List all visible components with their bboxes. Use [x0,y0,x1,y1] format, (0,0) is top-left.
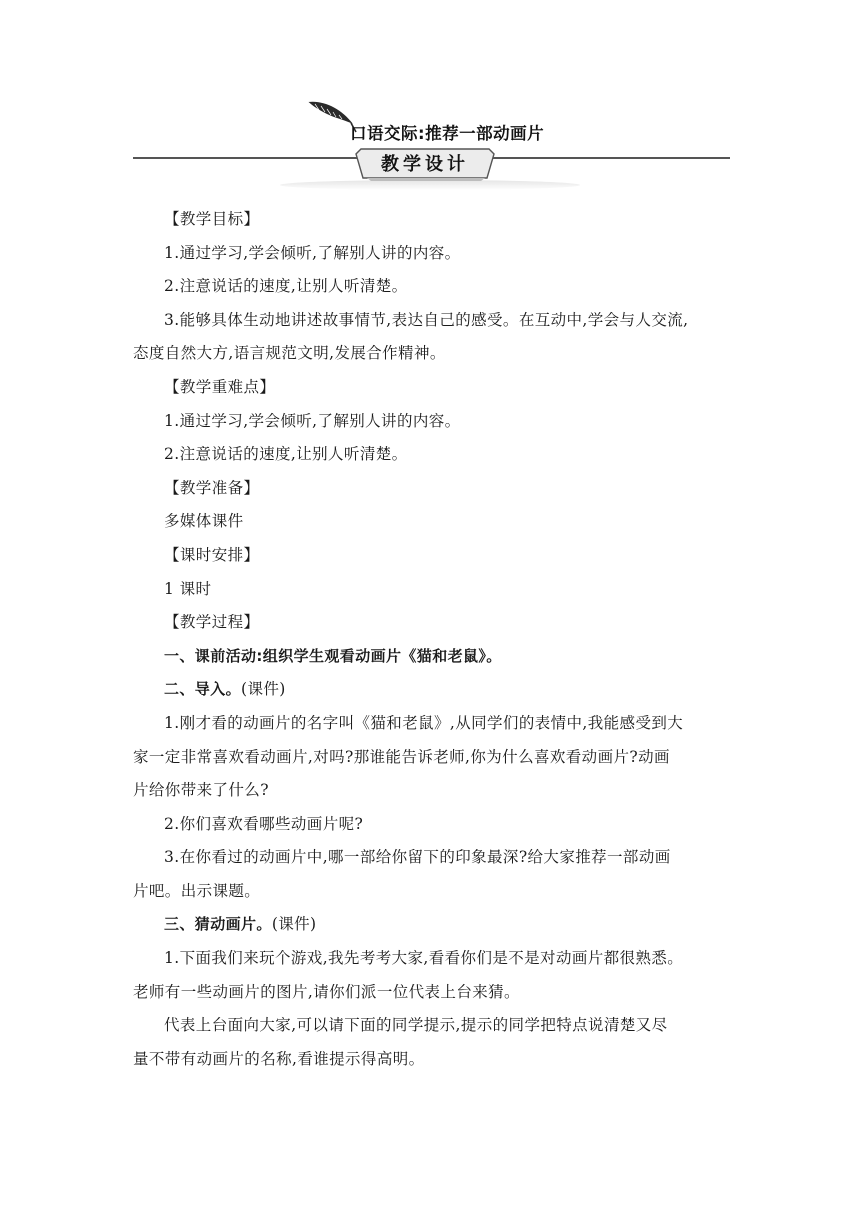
step-2-heading [133,673,733,707]
lesson-title: 口语交际:推荐一部动画片 [350,124,545,143]
step-3-paragraph-continued: 老师有一些动画片的图片,请你们派一位代表上台来猜。 [133,982,520,1001]
banner-title: 教学设计 [381,154,469,175]
step-3-title: 三、猜动画片。 [164,915,272,934]
step-2-title: 二、导入。 [164,680,242,699]
step-2-paragraph-continued: 片给你带来了什么? [133,781,269,800]
step-3-paragraph-continued: 量不带有动画片的名称,看谁提示得高明。 [133,1049,425,1068]
step-1-heading: 一、课前活动:组织学生观看动画片《猫和老鼠》。 [164,646,502,665]
step-3-paragraph: 代表上台面向大家,可以请下面的同学提示,提示的同学把特点说清楚又尽 [164,1016,668,1035]
step-3-note: (课件) [271,915,317,934]
goal-item: 2.注意说话的速度,让别人听清楚。 [164,277,408,296]
preparation-text: 多媒体课件 [164,512,244,531]
goal-item: 1.通过学习,学会倾听,了解别人讲的内容。 [164,243,461,262]
process-heading: 【教学过程】 [164,613,260,632]
step-2-paragraph-continued: 家一定非常喜欢看动画片,对吗?那谁能告诉老师,你为什么喜欢看动画片?动画 [133,747,670,766]
goal-item-continued: 态度自然大方,语言规范文明,发展合作精神。 [133,344,446,363]
preparation-heading: 【教学准备】 [164,478,260,497]
key-points-heading: 【教学重难点】 [164,377,276,396]
step-2-paragraph: 1.刚才看的动画片的名字叫《猫和老鼠》,从同学们的表情中,我能感受到大 [164,713,684,732]
step-2-paragraph: 2.你们喜欢看哪些动画片呢? [164,814,364,833]
goal-item: 3.能够具体生动地讲述故事情节,表达自己的感受。在互动中,学会与人交流, [164,310,689,329]
key-point-item: 2.注意说话的速度,让别人听清楚。 [164,445,408,464]
step-2-paragraph: 3.在你看过的动画片中,哪一部给你留下的印象最深?给大家推荐一部动画 [164,848,671,867]
step-3-paragraph: 1.下面我们来玩个游戏,我先考考大家,看看你们是不是对动画片都很熟悉。 [164,949,684,968]
schedule-heading: 【课时安排】 [164,545,260,564]
step-3-heading [133,908,733,942]
schedule-text: 1 课时 [164,579,212,598]
key-point-item: 1.通过学习,学会倾听,了解别人讲的内容。 [164,411,461,430]
lesson-content [133,203,733,1076]
step-2-note: (课件) [241,680,286,699]
page-header [0,0,860,200]
goals-heading: 【教学目标】 [164,210,260,228]
step-2-paragraph-continued: 片吧。出示课题。 [133,881,261,900]
